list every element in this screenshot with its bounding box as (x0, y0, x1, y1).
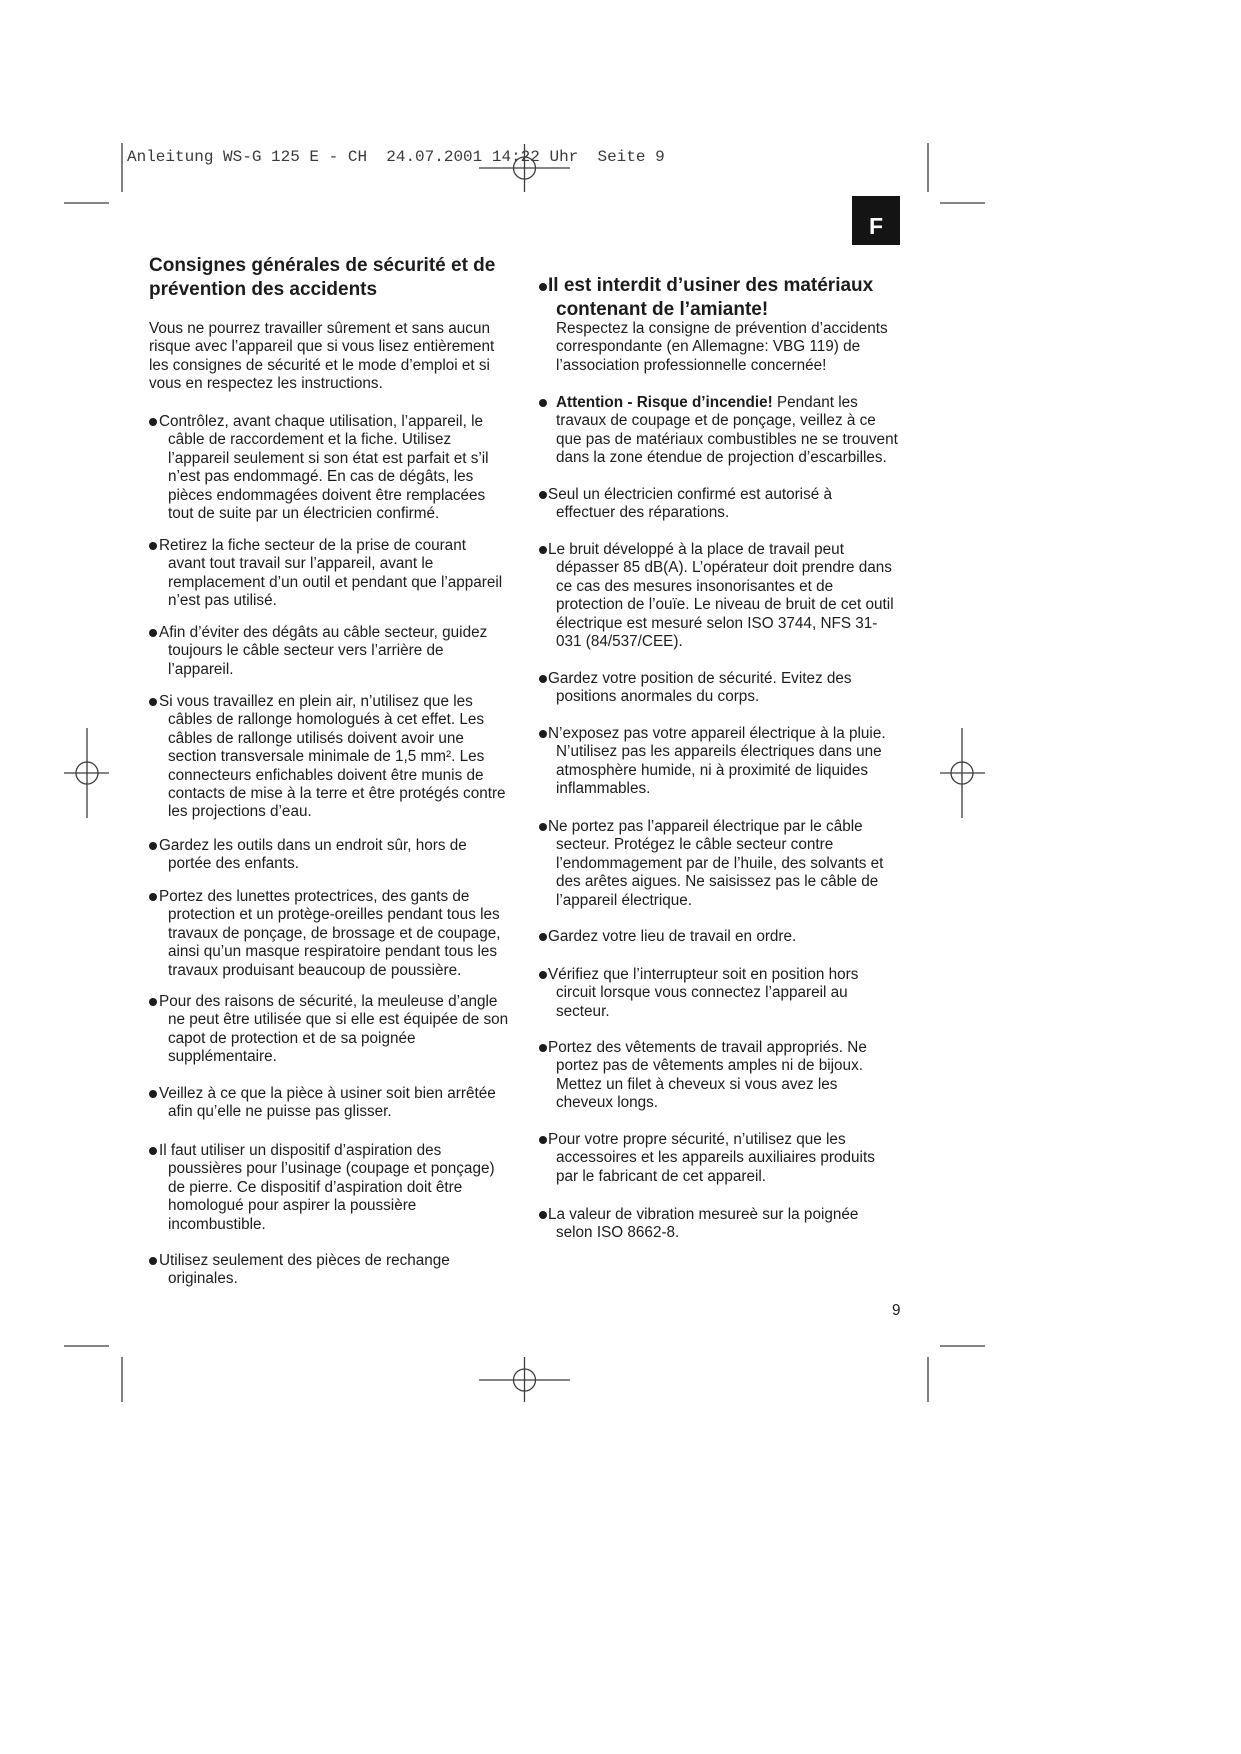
crop-mark-bottom-left (64, 1346, 122, 1402)
safety-item (149, 413, 538, 523)
safety-item-text: Seul un électricien confirmé est autorisé à effectuer des réparations. (548, 486, 832, 522)
bullet-icon (539, 730, 547, 738)
page-number: 9 (892, 1302, 901, 1319)
safety-item (149, 1252, 538, 1289)
registration-mark-middle-left (64, 728, 109, 818)
bullet-icon (149, 998, 157, 1006)
bullet-icon (149, 1090, 157, 1098)
safety-item-text: Si vous travaillez en plein air, n’utilisez que les câbles de rallonge homologués à cet effet. Les câbles de rallonge utilisés doivent avoir une section transversale minimale de 1,5 mm². Les connecteurs enfichables doivent être munis de contacts de mise à la terre et être protégés contre les projections d’eau. (159, 693, 506, 821)
bullet-icon (149, 542, 157, 550)
registration-mark-bottom-center (479, 1357, 570, 1402)
safety-item (149, 624, 538, 679)
safety-item (149, 693, 538, 822)
asbestos-warning-title-text: Il est interdit d’usiner des matériaux contenant de l’amiante! (548, 275, 874, 320)
bullet-icon (539, 491, 547, 499)
safety-item (539, 670, 936, 707)
safety-item (149, 1085, 538, 1122)
bullet-icon (539, 971, 547, 979)
bullet-icon (149, 1257, 157, 1265)
asbestos-warning-text: Respectez la consigne de prévention d’accidents correspondante (en Allemagne: VBG 119) de l’association professionnelle concernée! (556, 320, 888, 374)
intro-paragraph: Vous ne pourrez travailler sûrement et sans aucun risque avec l’appareil que si vous lisez entièrement les consignes de sécurité et le mode d’emploi et si vous en respectez les instructions. (149, 320, 495, 393)
safety-item-text: Portez des vêtements de travail appropriés. Ne portez pas de vêtements amples ni de bijoux. Mettez un filet à cheveux si vous avez les cheveux longs. (548, 1039, 867, 1112)
safety-item (539, 486, 936, 523)
language-tab: F (852, 196, 900, 245)
bullet-icon (539, 823, 547, 831)
safety-item (539, 818, 936, 910)
bullet-icon (539, 1211, 547, 1219)
safety-item-text: Portez des lunettes protectrices, des gants de protection et un protège-oreilles pendant tous les travaux de ponçage, de brossage et de coupage, ainsi qu’un masque respiratoire pendant tous les travaux produisant beaucoup de poussière. (159, 888, 501, 979)
bullet-icon (149, 893, 157, 901)
safety-item-text: Le bruit développé à la place de travail peut dépasser 85 dB(A). L’opérateur doit prendre dans ce cas des mesures insonorisantes et de protection de l’ouïe. Le niveau de bruit de cet outil électrique est mesuré selon ISO 3744, NFS 31- 031 (84/537/CEE). (548, 541, 894, 651)
safety-item-text: Pour votre propre sécurité, n’utilisez que les accessoires et les appareils auxiliaires produits par le fabricant de cet appareil. (548, 1131, 875, 1185)
print-slug-header: Anleitung WS-G 125 E - CH 24.07.2001 14:22 Uhr Seite 9 (127, 148, 665, 166)
safety-item-text: Gardez votre lieu de travail en ordre. (548, 928, 797, 945)
safety-item-text: Pour des raisons de sécurité, la meuleuse d’angle ne peut être utilisée que si elle est équipée de son capot de protection et de sa poignée supplémentaire. (159, 993, 509, 1066)
safety-item (149, 1142, 538, 1234)
crop-mark-top-left (64, 143, 122, 203)
safety-item-text: Gardez votre position de sécurité. Evitez des positions anormales du corps. (548, 670, 852, 706)
fire-warning-text: Pendant les travaux de coupage et de ponçage, veillez à ce que pas de matériaux combustibles ne se trouvent dans la zone étendue de projection d’escarbilles. (556, 394, 898, 467)
safety-item (539, 1131, 936, 1186)
bullet-icon (149, 698, 157, 706)
safety-item-text: N’exposez pas votre appareil électrique à la pluie. N’utilisez pas les appareils électriques dans une atmosphère humide, ni à proximité de liquides inflammables. (548, 725, 886, 798)
bullet-icon (539, 546, 547, 554)
safety-item (149, 837, 538, 874)
safety-item-text: La valeur de vibration mesureè sur la poignée selon ISO 8662-8. (548, 1206, 859, 1242)
safety-item (539, 1206, 936, 1243)
asbestos-warning-title (539, 274, 936, 321)
safety-item-text: Gardez les outils dans un endroit sûr, hors de portée des enfants. (159, 837, 467, 873)
safety-item (149, 888, 538, 980)
bullet-icon (539, 399, 547, 407)
safety-item (539, 541, 936, 651)
registration-mark-middle-right (940, 728, 985, 818)
safety-item (149, 537, 538, 611)
bullet-icon (149, 418, 157, 426)
safety-item-text: Afin d’éviter des dégâts au câble secteur, guidez toujours le câble secteur vers l’arrière de l’appareil. (159, 624, 488, 678)
bullet-icon (539, 933, 547, 941)
crop-mark-bottom-right (928, 1346, 985, 1402)
bullet-icon (539, 283, 547, 291)
safety-item-text: Il faut utiliser un dispositif d’aspiration des poussières pour l’usinage (coupage et ponçage) de pierre. Ce dispositif d’aspiration doit être homologué pour aspirer la poussière incombustible. (159, 1142, 495, 1233)
bullet-icon (149, 1147, 157, 1155)
safety-item (539, 928, 936, 946)
bullet-icon (539, 675, 547, 683)
safety-item (539, 1039, 936, 1113)
safety-item-text: Contrôlez, avant chaque utilisation, l’appareil, le câble de raccordement et la fiche. Utilisez l’appareil seulement si son état est parfait et s’il n’est pas endommagé. En cas de dégâts, les pièces endommagées doivent être remplacées tout de suite par un électricien confirmé. (159, 413, 489, 523)
bullet-icon (539, 1044, 547, 1052)
safety-item-text: Veillez à ce que la pièce à usiner soit bien arrêtée afin qu’elle ne puisse pas glisser. (159, 1085, 496, 1121)
safety-item (149, 993, 538, 1067)
safety-item (539, 725, 936, 799)
crop-mark-top-right (928, 143, 985, 203)
bullet-icon (149, 842, 157, 850)
safety-item-text: Ne portez pas l’appareil électrique par le câble secteur. Protégez le câble secteur contre l’endommagement par de l’huile, des solvants et des arêtes aigues. Ne saisissez pas le câble de l’appareil électrique. (548, 818, 884, 909)
fire-warning-item (539, 394, 936, 468)
bullet-icon (149, 629, 157, 637)
section-title: Consignes générales de sécurité et de prévention des accidents (149, 255, 496, 300)
safety-item-text: Utilisez seulement des pièces de rechange originales. (159, 1252, 450, 1288)
safety-item-text: Vérifiez que l’interrupteur soit en position hors circuit lorsque vous connectez l’appareil au secteur. (548, 966, 859, 1020)
fire-warning-label: Attention - Risque d’incendie! (556, 394, 773, 411)
safety-item (539, 966, 936, 1021)
bullet-icon (539, 1136, 547, 1144)
safety-item-text: Retirez la fiche secteur de la prise de courant avant tout travail sur l’appareil, avant le remplacement d’un outil et pendant que l’appareil n’est pas utilisé. (159, 537, 503, 610)
